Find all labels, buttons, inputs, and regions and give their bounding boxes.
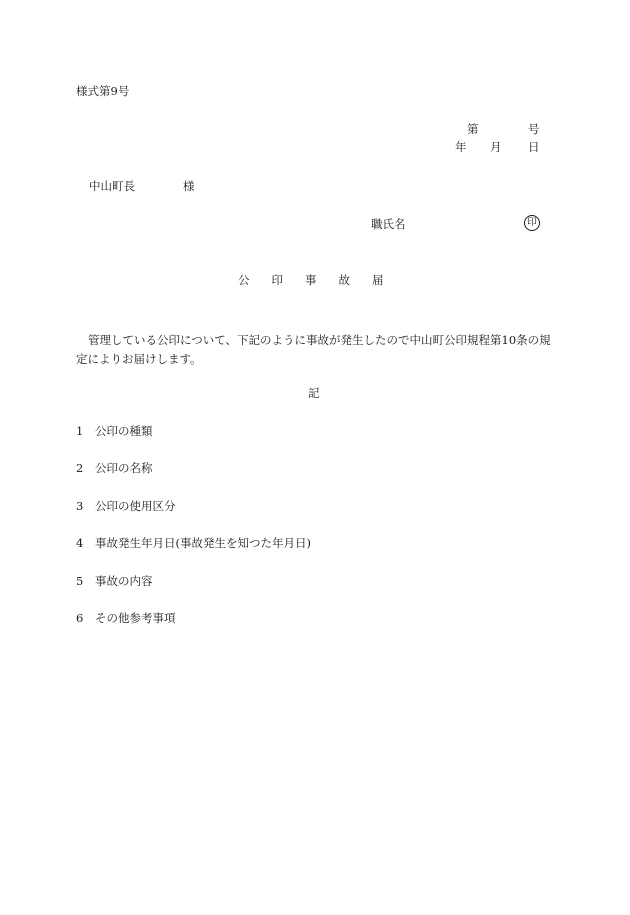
title-char: 公 — [238, 273, 250, 287]
title-char: 事 — [305, 273, 317, 287]
addressee-honorific: 様 — [183, 179, 195, 193]
document-title — [238, 275, 384, 287]
document-number-prefix: 第 — [467, 122, 479, 136]
item-number: 6 — [76, 611, 84, 625]
applicant-title-name-label: 職氏名 — [371, 217, 406, 231]
list-item — [76, 538, 311, 550]
form-number: 様式第9号 — [76, 84, 130, 98]
item-label: その他参考事項 — [95, 611, 176, 625]
item-number: 4 — [76, 536, 84, 550]
item-number: 3 — [76, 499, 84, 513]
item-number: 5 — [76, 574, 84, 588]
addressee-name: 中山町長 — [89, 179, 135, 193]
ki-heading: 記 — [308, 386, 320, 400]
date-day-label: 日 — [528, 140, 540, 154]
list-item — [76, 463, 153, 475]
date-month-label: 月 — [490, 140, 502, 154]
list-item — [76, 501, 176, 513]
title-char: 届 — [372, 273, 384, 287]
item-number: 2 — [76, 461, 84, 475]
date-year-label: 年 — [455, 140, 467, 154]
seal-stamp-icon: 印 — [524, 215, 540, 231]
title-char: 印 — [271, 273, 283, 287]
item-label: 公印の種類 — [95, 424, 153, 438]
item-label: 公印の名称 — [95, 461, 153, 475]
item-label: 公印の使用区分 — [95, 499, 176, 513]
list-item — [76, 426, 153, 438]
document-number-suffix: 号 — [528, 122, 540, 136]
body-paragraph: 管理している公印について、下記のように事故が発生したので中山町公印規程第10条の規定によりお届けします。 — [76, 333, 551, 366]
item-number: 1 — [76, 424, 84, 438]
title-char: 故 — [338, 273, 350, 287]
list-item — [76, 613, 176, 625]
item-label: 事故発生年月日(事故発生を知つた年月日) — [95, 536, 311, 550]
item-label: 事故の内容 — [95, 574, 153, 588]
list-item — [76, 576, 153, 588]
